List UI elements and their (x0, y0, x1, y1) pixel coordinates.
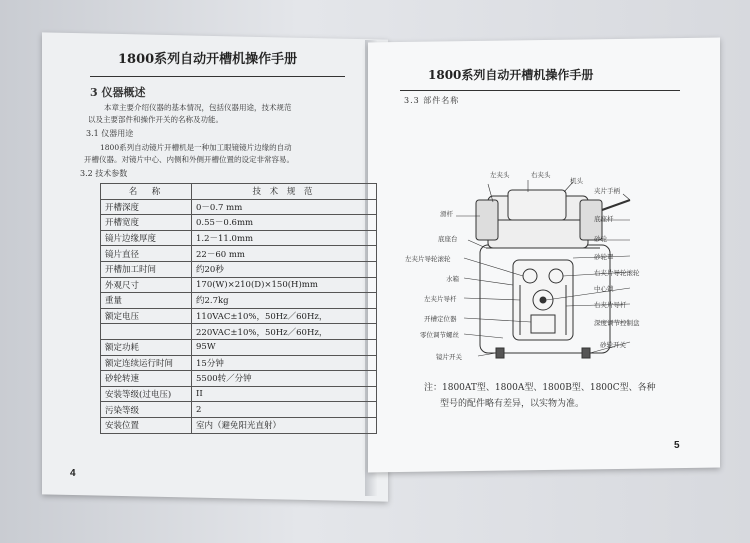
label-wheel-switch: 砂轮开关 (600, 341, 626, 349)
table-cell-name: 外观尺寸 (101, 277, 192, 293)
model-note-line-1: 注：1800AT型、1800A型、1800B型、1800C型、各种 (424, 383, 656, 393)
table-cell-spec: 0.55－0.6mm (192, 215, 377, 231)
table-cell-spec: II (192, 386, 377, 402)
table-cell-name: 污染等级 (101, 402, 192, 418)
table-row (101, 339, 377, 355)
center-lock (540, 297, 546, 303)
table-header-row (101, 184, 377, 200)
table-cell-name: 重量 (101, 293, 192, 309)
table-cell-name: 额定连续运行时间 (101, 355, 192, 371)
left-header-rule (90, 76, 345, 77)
lens-chuck (508, 190, 566, 220)
left-clamp-block (476, 200, 498, 240)
table-cell-spec: 室内（避免阳光直射） (192, 417, 377, 433)
table-row (101, 293, 377, 309)
table-row (101, 386, 377, 402)
label-lens-holder: 机头 (570, 177, 583, 185)
intro-line-2: 以及主要部件和操作开关的名称及功能。 (88, 115, 223, 124)
table-cell-name: 安装位置 (101, 417, 192, 433)
right-page-header: 1800系列自动开槽机操作手册 (428, 68, 594, 82)
table-cell-name: 开槽深度 (101, 199, 192, 215)
table-cell-name: 开槽加工时间 (101, 261, 192, 277)
purpose-line-2: 开槽仪器。对镜片中心、内侧和外侧开槽位置的设定非常容易。 (84, 155, 294, 164)
label-slide-rod: 滑杆 (440, 210, 453, 218)
table-cell-spec: 0－0.7 mm (192, 199, 377, 215)
label-left-guide-wheel: 左夹片导轮滚轮 (405, 255, 451, 263)
table-row (101, 308, 377, 324)
subsection-title-specs: 3.2 技术参数 (80, 169, 128, 178)
table-row (101, 230, 377, 246)
table-cell-spec: 约2.7kg (192, 293, 377, 309)
model-note-line-2: 型号的配件略有差异，以实物为准。 (440, 399, 585, 409)
table-cell-name: 额定功耗 (101, 339, 192, 355)
label-base-plate: 底座台 (438, 235, 458, 243)
table-cell-name: 安装等级(过电压) (101, 386, 192, 402)
clamp-lever (602, 200, 630, 210)
table-cell-spec: 1.2－11.0mm (192, 230, 377, 246)
table-cell-spec: 95W (192, 339, 377, 355)
table-row (101, 417, 377, 433)
table-cell-spec: 220VAC±10%，50Hz／60Hz， (192, 324, 377, 340)
table-cell-spec: 110VAC±10%，50Hz／60Hz， (192, 308, 377, 324)
label-left-guide-rod: 左夹片导杆 (424, 295, 457, 303)
left-page-header: 1800系列自动开槽机操作手册 (118, 52, 298, 67)
table-cell-spec: 22－60 mm (192, 246, 377, 262)
table-row (101, 215, 377, 231)
table-cell-name: 额定电压 (101, 308, 192, 324)
label-wheel: 砂轮 (594, 235, 607, 243)
label-right-guide-wheel: 右夹片导轮滚轮 (594, 269, 640, 277)
parts-section-title: 3.3 部件名称 (404, 96, 460, 105)
label-water-tank: 水箱 (446, 275, 459, 283)
subsection-title-purpose: 3.1 仪器用途 (86, 129, 134, 138)
label-lens-switch: 镜片开关 (436, 353, 462, 361)
label-right-lever: 夹片手柄 (594, 187, 620, 195)
table-row (101, 261, 377, 277)
label-center-lock: 中心锁 (594, 285, 614, 293)
table-cell-name: 镜片边缘厚度 (101, 230, 192, 246)
purpose-line-1: 1800系列自动镜片开槽机是一种加工眼镜镜片边缘的自动 (100, 143, 292, 152)
spec-table (100, 183, 377, 434)
table-cell-spec: 15分钟 (192, 355, 377, 371)
table-row (101, 199, 377, 215)
label-zero-screw: 零位调节螺丝 (420, 331, 459, 339)
right-header-rule (400, 90, 680, 91)
intro-line-1: 本章主要介绍仪器的基本情况，包括仪器用途，技术规范 (104, 103, 292, 112)
table-row (101, 371, 377, 387)
table-header-name: 名 称 (101, 184, 192, 200)
machine-diagram (368, 150, 708, 380)
label-right-guide-rod: 右夹片导杆 (594, 301, 627, 309)
wheel-switch (582, 348, 590, 358)
table-cell-name: 开槽宽度 (101, 215, 192, 231)
table-cell-name: 镜片直径 (101, 246, 192, 262)
label-wheel-cover: 砂轮罩 (594, 253, 614, 261)
table-row (101, 355, 377, 371)
table-cell-name (101, 324, 192, 340)
table-row (101, 402, 377, 418)
label-depth-knob: 深度调节控制盘 (594, 319, 640, 327)
table-row (101, 246, 377, 262)
table-cell-spec: 5500转／分钟 (192, 371, 377, 387)
label-left-head: 左夹头 (490, 171, 510, 179)
label-groove-positioner: 开槽定位器 (424, 315, 457, 323)
left-page-number: 4 (70, 468, 76, 479)
table-cell-spec: 2 (192, 402, 377, 418)
table-cell-spec: 170(W)×210(D)×150(H)mm (192, 277, 377, 293)
table-row (101, 277, 377, 293)
section-title: 3 仪器概述 (90, 86, 146, 99)
table-cell-name: 砂轮转速 (101, 371, 192, 387)
table-cell-spec: 约20秒 (192, 261, 377, 277)
label-right-head: 右夹头 (531, 171, 551, 179)
table-row (101, 324, 377, 340)
lens-switch (496, 348, 504, 358)
right-page-number: 5 (674, 440, 680, 451)
table-header-spec: 技 术 规 范 (192, 184, 377, 200)
label-base-rod: 底座杆 (594, 215, 614, 223)
